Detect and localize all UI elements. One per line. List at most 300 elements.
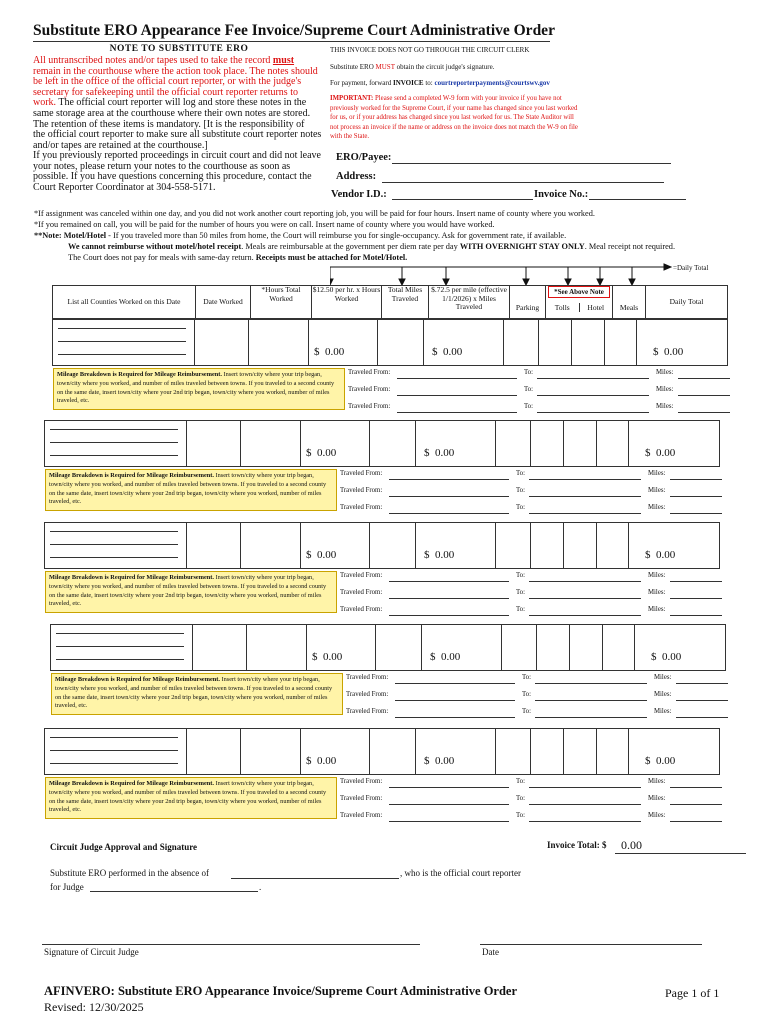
instruction-overnight: WITH OVERNIGHT STAY ONLY [459, 242, 585, 251]
entry-col-divider [536, 624, 537, 671]
traveled-from-field[interactable] [389, 787, 509, 788]
entry-col-divider [375, 624, 376, 671]
important-text: Please send a completed W-9 form with your invoice if you have not previously worked for the Supreme Court, if your name has changed since you last worked for us, or if your address has changed since you last worked for us. The State Auditor will not process an invoice if the name or address on the invoice does not match the W-9 on file with the State. [330, 95, 578, 141]
traveled-from-field[interactable] [389, 496, 509, 497]
miles-field[interactable] [678, 378, 730, 379]
traveled-to-label: To: [516, 470, 525, 477]
entry-col-divider [423, 319, 424, 366]
mileage-breakdown-note [53, 368, 345, 410]
county-field[interactable] [58, 354, 186, 355]
miles-label: Miles: [654, 691, 672, 698]
payment-email-link[interactable]: courtreporterpayments@courtswv.gov [434, 79, 550, 87]
header-hotel: Hotel [587, 303, 605, 312]
note-return-line: possible. If you have questions concerning this procedure, contact the [33, 171, 312, 183]
mileage-amount-value: 0.00 [435, 447, 455, 459]
instruction-receipts-bold: Receipts must be attached for Motel/Hotel. [255, 253, 408, 262]
hours-amount [314, 346, 344, 358]
hours-amount [306, 755, 336, 767]
entry-col-divider [563, 522, 564, 569]
traveled-to-field[interactable] [529, 821, 641, 822]
traveled-to-label: To: [524, 403, 533, 410]
payment-pre: For payment, forward [330, 79, 393, 87]
traveled-from-label: Traveled From: [346, 691, 389, 698]
mileage-breakdown-bold: Mileage Breakdown is Required for Mileage Reimbursement. [49, 472, 214, 479]
currency-sign: $ [314, 346, 320, 358]
traveled-from-field[interactable] [389, 821, 509, 822]
traveled-to-label: To: [516, 795, 525, 802]
daily-total-value: 0.00 [656, 755, 676, 767]
instruction-on-call: *If you remained on call, you will be paid for the number of hours you were on call. Insert name of county where you would have worked. [34, 220, 495, 229]
currency-sign: $ [306, 549, 312, 561]
county-field[interactable] [56, 633, 184, 634]
traveled-to-label: To: [516, 504, 525, 511]
mileage-amount [424, 447, 454, 459]
note-red-text [33, 56, 326, 98]
traveled-to-label: To: [522, 708, 531, 715]
county-field[interactable] [50, 544, 178, 545]
address-label: Address: [336, 171, 377, 182]
miles-field[interactable] [676, 683, 728, 684]
entry-col-divider [300, 522, 301, 569]
mileage-breakdown-note [45, 571, 337, 613]
traveled-to-field[interactable] [529, 615, 641, 616]
traveled-from-label: Traveled From: [348, 403, 391, 410]
miles-label: Miles: [648, 504, 666, 511]
judge-signature-line[interactable] [42, 944, 420, 945]
entry-col-divider [596, 522, 597, 569]
entry-col-divider [415, 522, 416, 569]
header-tolls-hotel [546, 303, 612, 312]
hours-amount-value: 0.00 [317, 549, 337, 561]
hours-amount [312, 651, 342, 663]
payment-text [330, 79, 550, 88]
currency-sign: $ [306, 755, 312, 767]
traveled-from-label: Traveled From: [340, 487, 383, 494]
traveled-from-label: Traveled From: [340, 778, 383, 785]
mileage-breakdown-bold: Mileage Breakdown is Required for Mileage Reimbursement. [49, 574, 214, 581]
for-judge-label: for Judge [50, 882, 84, 892]
traveled-to-field[interactable] [537, 378, 649, 379]
instruction-same-day-pre: The Court does not pay for meals with same-day return. [68, 253, 256, 262]
traveled-from-label: Traveled From: [340, 470, 383, 477]
mileage-amount [424, 755, 454, 767]
note-black-line: same storage area at the courthouse where their own notes are stored. [33, 108, 311, 119]
header-see-above: *See Above Note [548, 286, 610, 298]
entry-row [50, 624, 726, 671]
header-rate: $12.50 per hr. x Hours Worked [312, 286, 382, 319]
entry-col-divider [628, 420, 629, 467]
entry-col-divider [300, 420, 301, 467]
traveled-from-label: Traveled From: [340, 572, 383, 579]
county-field[interactable] [50, 455, 178, 456]
daily-total-amount [653, 346, 683, 358]
entry-col-divider [503, 319, 504, 366]
entry-col-divider [604, 319, 605, 366]
mileage-breakdown-note [45, 777, 337, 819]
miles-label: Miles: [648, 572, 666, 579]
mileage-breakdown-text: Insert town/city where your trip began, town/city where you worked, and number of miles traveled between towns. If you traveled to a second county on the same date, insert town/city where your 2nd trip began, town/city where you worked, number of miles traveled, etc. [49, 472, 327, 506]
invoice-total-value: 0.00 [621, 838, 642, 852]
payee-field[interactable] [392, 163, 671, 164]
mileage-amount [424, 549, 454, 561]
entry-row [44, 728, 720, 775]
traveled-to-label: To: [516, 812, 525, 819]
entry-col-divider [300, 728, 301, 775]
mileage-amount-value: 0.00 [435, 549, 455, 561]
traveled-to-field[interactable] [529, 804, 641, 805]
entry-col-divider [634, 624, 635, 671]
currency-sign: $ [424, 549, 430, 561]
miles-label: Miles: [654, 674, 672, 681]
miles-label: Miles: [654, 708, 672, 715]
daily-total-amount [651, 651, 681, 663]
miles-field[interactable] [678, 395, 730, 396]
miles-field[interactable] [678, 412, 730, 413]
traveled-from-label: Traveled From: [340, 606, 383, 613]
mileage-breakdown-text: Insert town/city where your trip began, town/city where you worked, and number of miles traveled between towns. If you traveled to a second county on the same date, insert town/city where your 2nd trip began, town/city where you worked, number of miles traveled, etc. [49, 574, 327, 608]
entry-col-divider [306, 624, 307, 671]
daily-total-value: 0.00 [664, 346, 684, 358]
mileage-breakdown-note [45, 469, 337, 511]
currency-sign: $ [432, 346, 438, 358]
miles-field[interactable] [670, 496, 722, 497]
traveled-to-field[interactable] [529, 581, 641, 582]
hours-amount-value: 0.00 [325, 346, 345, 358]
traveled-to-field[interactable] [529, 513, 641, 514]
mileage-amount [432, 346, 462, 358]
traveled-to-field[interactable] [529, 496, 641, 497]
entry-col-divider [186, 420, 187, 467]
traveled-from-field[interactable] [389, 598, 509, 599]
miles-field[interactable] [670, 479, 722, 480]
county-field[interactable] [50, 557, 178, 558]
miles-label: Miles: [656, 403, 674, 410]
instruction-motel [34, 231, 566, 242]
footer-revised: Revised: 12/30/2025 [44, 1000, 144, 1014]
instruction-motel-rest: - If you traveled more than 50 miles from home, the Court will reimburse you for single-occupancy. Ask for government rate, if available. [106, 231, 567, 240]
note-red-line: secretary for safekeeping until the official court reporter returns to [33, 86, 298, 98]
currency-sign: $ [424, 447, 430, 459]
traveled-to-label: To: [524, 369, 533, 376]
entry-row [44, 420, 720, 467]
traveled-to-field[interactable] [529, 787, 641, 788]
mileage-amount-value: 0.00 [435, 755, 455, 767]
note-black-text [33, 109, 326, 151]
entry-col-divider [530, 420, 531, 467]
header-date: Date Worked [196, 286, 251, 319]
entry-col-divider [530, 728, 531, 775]
page-title: Substitute ERO Appearance Fee Invoice/Supreme Court Administrative Order [33, 22, 555, 39]
county-field[interactable] [50, 763, 178, 764]
county-field[interactable] [56, 646, 184, 647]
daily-total-amount [645, 755, 675, 767]
entry-col-divider [186, 522, 187, 569]
traveled-to-label: To: [516, 589, 525, 596]
entry-col-divider [538, 319, 539, 366]
header-hours: *Hours Total Worked [251, 286, 312, 319]
traveled-from-label: Traveled From: [346, 674, 389, 681]
payment-bold: INVOICE [392, 79, 424, 87]
traveled-to-label: To: [516, 778, 525, 785]
header-miles: Total Miles Traveled [382, 286, 429, 319]
entry-col-divider [240, 728, 241, 775]
miles-label: Miles: [648, 606, 666, 613]
entry-col-divider [421, 624, 422, 671]
traveled-to-label: To: [516, 487, 525, 494]
header-parking: Parking [510, 286, 546, 319]
miles-label: Miles: [648, 470, 666, 477]
traveled-from-field[interactable] [389, 615, 509, 616]
miles-label: Miles: [656, 386, 674, 393]
invoice-no-field[interactable] [589, 199, 686, 200]
traveled-from-label: Traveled From: [348, 386, 391, 393]
traveled-to-field[interactable] [537, 412, 649, 413]
header-daily-total: Daily Total [646, 286, 728, 319]
entry-col-divider [369, 420, 370, 467]
instruction-receipt-rest: . Meal receipt not required. [584, 242, 676, 251]
mileage-breakdown-text: Insert town/city where your trip began, town/city where you worked, and number of miles traveled between towns. If you traveled to a second county on the same date, insert town/city where your 2nd trip began, town/city where you worked, number of miles traveled, etc. [49, 780, 327, 814]
county-field[interactable] [56, 659, 184, 660]
traveled-from-label: Traveled From: [346, 708, 389, 715]
mileage-amount-value: 0.00 [441, 651, 461, 663]
entry-col-divider [369, 522, 370, 569]
entry-col-divider [596, 420, 597, 467]
traveled-from-field[interactable] [397, 395, 517, 396]
must-post: obtain the circuit judge's signature. [394, 63, 495, 71]
daily-total-value: 0.00 [662, 651, 682, 663]
judge-name-field[interactable] [90, 891, 258, 892]
daily-total-note: =Daily Total [673, 264, 709, 272]
entry-col-divider [415, 420, 416, 467]
daily-total-value: 0.00 [656, 549, 676, 561]
miles-field[interactable] [676, 717, 728, 718]
traveled-from-label: Traveled From: [340, 504, 383, 511]
mileage-breakdown-bold: Mileage Breakdown is Required for Mileage Reimbursement. [55, 676, 220, 683]
daily-total-amount [645, 447, 675, 459]
hours-amount [306, 447, 336, 459]
entry-col-divider [495, 728, 496, 775]
traveled-from-field[interactable] [389, 581, 509, 582]
header-counties: List all Counties Worked on this Date [53, 286, 196, 319]
entry-col-divider [636, 319, 637, 366]
traveled-to-field[interactable] [537, 395, 649, 396]
traveled-from-label: Traveled From: [340, 589, 383, 596]
currency-sign: $ [645, 755, 651, 767]
traveled-from-field[interactable] [395, 700, 515, 701]
miles-label: Miles: [656, 369, 674, 376]
vendor-id-label: Vendor I.D.: [331, 189, 387, 200]
traveled-to-field[interactable] [535, 683, 647, 684]
entry-col-divider [501, 624, 502, 671]
traveled-from-field[interactable] [395, 683, 515, 684]
absence-post: , who is the official court reporter [400, 868, 522, 878]
miles-field[interactable] [670, 513, 722, 514]
traveled-to-field[interactable] [535, 700, 647, 701]
entry-col-divider [369, 728, 370, 775]
miles-label: Miles: [648, 487, 666, 494]
title-rule [33, 41, 550, 42]
entry-col-divider [602, 624, 603, 671]
instruction-receipt [68, 242, 675, 253]
invoice-total-line [615, 853, 746, 854]
absence-pre: Substitute ERO performed in the absence of [50, 868, 209, 878]
currency-sign: $ [645, 549, 651, 561]
traveled-to-field[interactable] [529, 479, 641, 480]
daily-total-value: 0.00 [656, 447, 676, 459]
judge-signature-label: Signature of Circuit Judge [44, 947, 139, 957]
mileage-breakdown-text: Insert town/city where your trip began, town/city where you worked, and number of miles traveled between towns. If you traveled to a second county on the same date, insert town/city where your 2nd trip began, town/city where you worked, number of miles traveled, etc. [57, 371, 335, 405]
note-return-text [33, 151, 326, 193]
note-return-line: If you previously reported proceedings in circuit court and did not leave [33, 150, 321, 161]
instruction-motel-bold: **Note: Motel/Hotel [34, 231, 107, 240]
traveled-from-label: Traveled From: [348, 369, 391, 376]
traveled-from-field[interactable] [395, 717, 515, 718]
payee-label: ERO/Payee: [336, 152, 392, 163]
entry-col-divider [495, 522, 496, 569]
address-field[interactable] [382, 182, 664, 183]
county-field[interactable] [50, 531, 178, 532]
county-field[interactable] [50, 750, 178, 751]
miles-label: Miles: [648, 778, 666, 785]
entry-col-divider [596, 728, 597, 775]
currency-sign: $ [651, 651, 657, 663]
mileage-breakdown-note [51, 673, 343, 715]
note-black-line: The retention of these items is mandatory. [It is the responsibility of [33, 118, 305, 130]
miles-field[interactable] [670, 598, 722, 599]
invoice-no-label: Invoice No.: [534, 189, 589, 200]
daily-total-amount [645, 549, 675, 561]
traveled-to-label: To: [524, 386, 533, 393]
traveled-to-label: To: [522, 691, 531, 698]
approval-heading: Circuit Judge Approval and Signature [50, 842, 198, 852]
table-header [52, 285, 728, 319]
date-signature-line[interactable] [480, 944, 702, 945]
header-mileage: $.72.5 per mile (effective 1/1/2026) x Miles Traveled [429, 286, 510, 319]
hours-amount-value: 0.00 [317, 447, 337, 459]
miles-field[interactable] [670, 804, 722, 805]
mileage-amount [430, 651, 460, 663]
entry-col-divider [530, 522, 531, 569]
traveled-from-field[interactable] [397, 378, 517, 379]
entry-col-divider [377, 319, 378, 366]
traveled-to-field[interactable] [529, 598, 641, 599]
currency-sign: $ [306, 447, 312, 459]
traveled-to-label: To: [516, 572, 525, 579]
traveled-to-label: To: [516, 606, 525, 613]
payment-post: to: [423, 79, 435, 87]
important-notice [330, 94, 584, 142]
judge-period: . [259, 882, 262, 892]
county-field[interactable] [58, 328, 186, 329]
date-signature-label: Date [482, 947, 499, 957]
entry-col-divider [571, 319, 572, 366]
county-field[interactable] [50, 442, 178, 443]
traveled-from-field[interactable] [389, 804, 509, 805]
hours-amount [306, 549, 336, 561]
miles-field[interactable] [670, 615, 722, 616]
entry-col-divider [248, 319, 249, 366]
entry-row [52, 319, 728, 366]
traveled-from-label: Traveled From: [340, 812, 383, 819]
miles-label: Miles: [648, 589, 666, 596]
note-black-line: the official court reporter to make sure all substitute court reporter notes [33, 129, 322, 141]
traveled-to-label: To: [522, 674, 531, 681]
miles-field[interactable] [670, 787, 722, 788]
note-mixed-red: work. [33, 97, 57, 109]
header-tolls: Tolls [546, 303, 580, 312]
entry-col-divider [628, 522, 629, 569]
traveled-from-field[interactable] [389, 513, 509, 514]
entry-col-divider [495, 420, 496, 467]
note-black-line: and/or tapes are retained at the courthouse.] [33, 139, 208, 151]
miles-label: Miles: [648, 812, 666, 819]
entry-row [44, 522, 720, 569]
miles-field[interactable] [676, 700, 728, 701]
currency-sign: $ [645, 447, 651, 459]
entry-col-divider [192, 624, 193, 671]
instruction-receipt-bold: We cannot reimburse without motel/hotel receipt [68, 242, 242, 251]
traveled-from-field[interactable] [397, 412, 517, 413]
official-reporter-field[interactable] [231, 878, 399, 879]
traveled-from-label: Traveled From: [340, 795, 383, 802]
traveled-from-field[interactable] [389, 479, 509, 480]
mileage-breakdown-text: Insert town/city where your trip began, town/city where you worked, and number of miles traveled between towns. If you traveled to a second county on the same date, insert town/city where your 2nd trip began, town/city where you worked, number of miles traveled, etc. [55, 676, 333, 710]
no-circuit-clerk-text: THIS INVOICE DOES NOT GO THROUGH THE CIRCUIT CLERK [330, 46, 530, 54]
must-pre: Substitute ERO [330, 63, 376, 71]
county-field[interactable] [50, 737, 178, 738]
mileage-amount-value: 0.00 [443, 346, 463, 358]
mileage-breakdown-bold: Mileage Breakdown is Required for Mileage Reimbursement. [57, 371, 222, 378]
note-return-line: Court Reporter Coordinator at 304-558-5171. [33, 181, 216, 193]
footer-form-title: AFINVERO: Substitute ERO Appearance Invoice/Supreme Court Administrative Order [44, 984, 518, 998]
mileage-breakdown-bold: Mileage Breakdown is Required for Mileage Reimbursement. [49, 780, 214, 787]
note-red-line: remain in the courthouse where the action took place. The notes should [33, 65, 318, 77]
instruction-canceled: *If assignment was canceled within one day, and you did not work another court reporting job, you will be paid for four hours. Insert name of county where you worked. [34, 209, 595, 218]
entry-col-divider [240, 522, 241, 569]
miles-field[interactable] [670, 581, 722, 582]
note-red-line: be left in the office of the official court reporter, or with the judge's [33, 76, 302, 88]
note-return-line: your notes, please return your notes to the courthouse as soon as [33, 160, 291, 172]
entry-col-divider [308, 319, 309, 366]
miles-field[interactable] [670, 821, 722, 822]
county-field[interactable] [50, 429, 178, 430]
entry-col-divider [194, 319, 195, 366]
must-word: MUST [375, 63, 395, 71]
currency-sign: $ [653, 346, 659, 358]
entry-col-divider [628, 728, 629, 775]
entry-col-divider [563, 420, 564, 467]
currency-sign: $ [430, 651, 436, 663]
entry-col-divider [569, 624, 570, 671]
footer-page: Page 1 of 1 [665, 986, 720, 1000]
header-see-above-group [546, 286, 613, 319]
entry-col-divider [563, 728, 564, 775]
important-label: IMPORTANT: [330, 95, 374, 102]
hours-amount-value: 0.00 [317, 755, 337, 767]
currency-sign: $ [312, 651, 318, 663]
entry-col-divider [240, 420, 241, 467]
currency-sign: $ [424, 755, 430, 767]
vendor-id-field[interactable] [392, 199, 533, 200]
note-mixed-black: The official court reporter will log and store these notes in the [56, 97, 307, 109]
entry-col-divider [246, 624, 247, 671]
note-red-line: All untranscribed notes and/or tapes used to take the record must [33, 55, 295, 66]
traveled-to-field[interactable] [535, 717, 647, 718]
must-obtain-text [330, 63, 494, 72]
note-heading: NOTE TO SUBSTITUTE ERO [109, 44, 249, 54]
hours-amount-value: 0.00 [323, 651, 343, 663]
county-field[interactable] [58, 341, 186, 342]
